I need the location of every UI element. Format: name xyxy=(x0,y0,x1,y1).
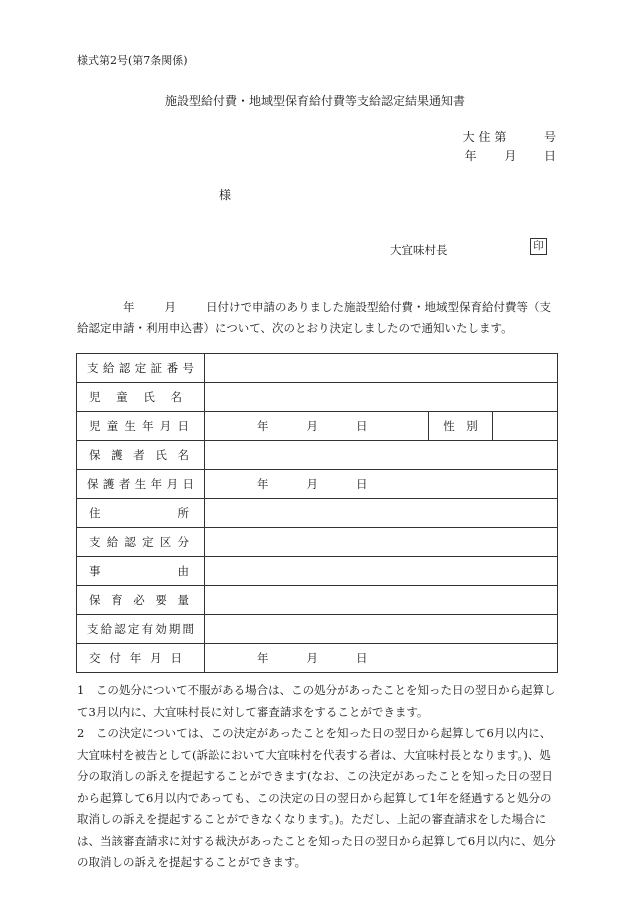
ref-dai: 第 xyxy=(494,130,507,144)
table-row xyxy=(77,557,558,586)
intro-year: 年 xyxy=(123,300,135,314)
label-care-amount: 保育必要量 xyxy=(77,586,205,615)
label-issue-date: 交付年月日 xyxy=(77,644,205,673)
value-care-amount xyxy=(205,586,558,615)
note-2: 2 この決定については、この決定があったことを知った日の翌日から起算して6月以内に、大宜味村を被告として(訴訟において大宜味村を代表する者は、大宜味村長となります。)、処分の取消しの訴えを提起することができます(なお、この決定があったことを知った日の翌日から起算して6月以内であっても、この決定の日の翌日から起算して1年を経過すると処分の取消しの訴えを提起することができなくなります。)。ただし、上記の審査請求をした場合には、当該審査請求に対する裁決があったことを知った日の翌日から起算して6月以内に、処分の取消しの訴えを提起することができます。 xyxy=(77,726,556,869)
notes-section xyxy=(77,680,561,874)
addressee-suffix: 様 xyxy=(219,188,232,202)
document-title: 施設型給付費・地域型保育給付費等支給認定結果通知書 xyxy=(164,94,465,108)
issue-month: 月 xyxy=(306,651,318,665)
reference-number xyxy=(463,128,556,145)
intro-month: 月 xyxy=(164,300,176,314)
label-category: 支給認定区分 xyxy=(77,528,205,557)
table-row xyxy=(77,441,558,470)
guardian-birth-day: 日 xyxy=(356,477,368,491)
value-valid-period xyxy=(205,615,558,644)
date-year: 年 xyxy=(464,149,477,163)
date-day: 日 xyxy=(543,149,556,163)
value-issue-date xyxy=(205,644,558,673)
ref-prefix-1: 大 xyxy=(462,130,475,144)
intro-paragraph xyxy=(77,297,561,339)
table-row xyxy=(77,354,558,383)
issue-day: 日 xyxy=(356,651,368,665)
birth-day: 日 xyxy=(356,419,368,433)
label-guardian-birthdate: 保護者生年月日 xyxy=(77,470,205,499)
form-number: 様式第2号(第7条関係) xyxy=(77,54,188,67)
table-row xyxy=(77,528,558,557)
date-month: 月 xyxy=(504,149,517,163)
note-1: 1 この処分について不服がある場合は、この処分があったことを知った日の翌日から起算して3月以内に、大宜味村長に対して審査請求をすることができます。 xyxy=(77,683,556,719)
intro-text: 日付けで申請のありました施設型給付費・地域型保育給付費等（支給認定申請・利用申込書）について、次のとおり決定しましたので通知いたします。 xyxy=(77,300,551,335)
birth-month: 月 xyxy=(306,419,318,433)
label-guardian-name: 保護者氏名 xyxy=(77,441,205,470)
issue-date-line xyxy=(465,147,556,164)
seal-mark: 印 xyxy=(530,238,547,255)
label-address: 住所 xyxy=(77,499,205,528)
value-guardian-birthdate xyxy=(205,470,558,499)
table-row xyxy=(77,499,558,528)
birth-year: 年 xyxy=(257,419,269,433)
value-reason xyxy=(205,557,558,586)
label-reason: 事由 xyxy=(77,557,205,586)
value-guardian-name xyxy=(205,441,558,470)
value-child-name xyxy=(205,383,558,412)
label-child-birthdate: 児童生年月日 xyxy=(77,412,205,441)
table-row xyxy=(77,586,558,615)
table-row xyxy=(77,412,558,441)
table-row xyxy=(77,615,558,644)
guardian-birth-month: 月 xyxy=(306,477,318,491)
table-row xyxy=(77,644,558,673)
label-gender: 性 別 xyxy=(429,412,493,441)
value-child-birthdate xyxy=(205,412,429,441)
ref-go: 号 xyxy=(543,130,556,144)
value-certificate-number xyxy=(205,354,558,383)
guardian-birth-year: 年 xyxy=(257,477,269,491)
label-child-name: 児童氏名 xyxy=(77,383,205,412)
label-certificate-number: 支給認定証番号 xyxy=(77,354,205,383)
value-category xyxy=(205,528,558,557)
certification-table xyxy=(76,353,558,673)
table-row xyxy=(77,383,558,412)
label-valid-period: 支給認定有効期間 xyxy=(77,615,205,644)
value-address xyxy=(205,499,558,528)
issuer-name: 大宜味村長 xyxy=(390,243,448,257)
value-gender xyxy=(493,412,558,441)
issue-year: 年 xyxy=(257,651,269,665)
table-row xyxy=(77,470,558,499)
ref-prefix-2: 住 xyxy=(478,130,491,144)
